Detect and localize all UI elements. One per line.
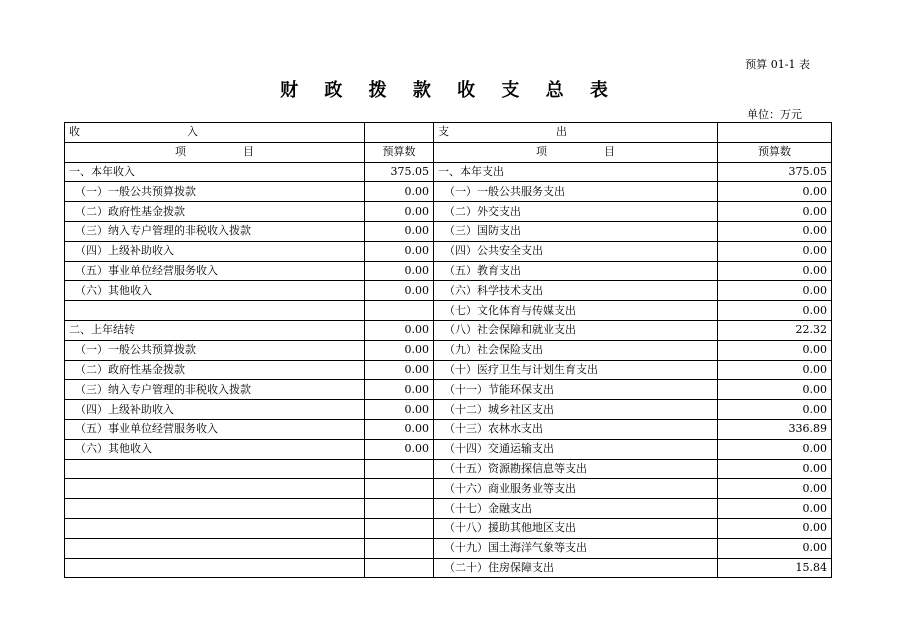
expense-item-value: 0.00 — [718, 281, 832, 301]
expense-item-name: （九）社会保险支出 — [434, 340, 718, 360]
expense-item-name: （十七）金融支出 — [434, 499, 718, 519]
income-item-value — [365, 459, 434, 479]
page-title: 财 政 拨 款 收 支 总 表 — [280, 80, 618, 101]
expense-item-value: 0.00 — [718, 459, 832, 479]
expense-item-value: 375.05 — [718, 162, 832, 182]
table-row — [65, 301, 832, 321]
expense-item-name: （二十）住房保障支出 — [434, 558, 718, 578]
item-header-char2: 目 — [243, 145, 254, 159]
expense-item-value: 0.00 — [718, 538, 832, 558]
section-header-row — [65, 123, 832, 143]
form-code: 预算 01-1 表 — [745, 58, 810, 71]
income-item-name: （一）一般公共预算拨款 — [65, 182, 365, 202]
expense-item-value: 0.00 — [718, 301, 832, 321]
expense-header-char2: 出 — [556, 125, 567, 139]
income-header-char2: 入 — [187, 125, 198, 139]
expense-item-name: （十四）交通运输支出 — [434, 439, 718, 459]
expense-item-name: （八）社会保障和就业支出 — [434, 320, 718, 340]
item-header-char1: 项 — [175, 145, 186, 159]
expense-item-name: （七）文化体育与传媒支出 — [434, 301, 718, 321]
expense-item-value: 0.00 — [718, 479, 832, 499]
table-row — [65, 479, 832, 499]
column-header-row — [65, 142, 832, 162]
expense-item-value: 0.00 — [718, 261, 832, 281]
expense-item-name: （十二）城乡社区支出 — [434, 400, 718, 420]
income-item-name: （一）一般公共预算拨款 — [65, 340, 365, 360]
income-item-value — [365, 518, 434, 538]
income-item-name — [65, 538, 365, 558]
table-row — [65, 518, 832, 538]
income-item-value — [365, 499, 434, 519]
income-header-blank — [365, 123, 434, 143]
expense-budget-header: 预算数 — [718, 142, 832, 162]
income-item-name: （四）上级补助收入 — [65, 241, 365, 261]
expense-item-value: 0.00 — [718, 182, 832, 202]
income-item-value: 0.00 — [365, 419, 434, 439]
expense-header — [434, 123, 718, 143]
table-row — [65, 360, 832, 380]
income-item-name: 一、本年收入 — [65, 162, 365, 182]
table-row — [65, 162, 832, 182]
table-row — [65, 459, 832, 479]
income-budget-header: 预算数 — [365, 142, 434, 162]
income-item-name: （二）政府性基金拨款 — [65, 360, 365, 380]
income-item-value: 0.00 — [365, 400, 434, 420]
expense-item-value: 15.84 — [718, 558, 832, 578]
table-row — [65, 558, 832, 578]
expense-item-name: （十九）国土海洋气象等支出 — [434, 538, 718, 558]
income-item-name: 二、上年结转 — [65, 320, 365, 340]
expense-item-value: 0.00 — [718, 380, 832, 400]
table-row — [65, 340, 832, 360]
income-item-value — [365, 301, 434, 321]
income-item-value: 0.00 — [365, 360, 434, 380]
table-row — [65, 281, 832, 301]
expense-item-name: （十八）援助其他地区支出 — [434, 518, 718, 538]
expense-header-char1: 支 — [438, 125, 449, 139]
income-item-name: （四）上级补助收入 — [65, 400, 365, 420]
expense-item-value: 0.00 — [718, 360, 832, 380]
table-row — [65, 202, 832, 222]
expense-item-value: 0.00 — [718, 400, 832, 420]
income-item-value — [365, 538, 434, 558]
expense-item-name: （十六）商业服务业等支出 — [434, 479, 718, 499]
table-row — [65, 261, 832, 281]
income-item-value: 0.00 — [365, 439, 434, 459]
income-item-value: 0.00 — [365, 202, 434, 222]
income-item-name: （二）政府性基金拨款 — [65, 202, 365, 222]
income-item-value: 0.00 — [365, 281, 434, 301]
item-header-char1: 项 — [536, 145, 547, 159]
expense-header-blank — [718, 123, 832, 143]
income-item-value: 375.05 — [365, 162, 434, 182]
expense-item-name: （十五）资源勘探信息等支出 — [434, 459, 718, 479]
income-item-value — [365, 558, 434, 578]
expense-item-name: （一）一般公共服务支出 — [434, 182, 718, 202]
expense-item-value: 336.89 — [718, 419, 832, 439]
expense-item-name: 一、本年支出 — [434, 162, 718, 182]
income-item-value — [365, 479, 434, 499]
table-row — [65, 400, 832, 420]
income-item-name: （五）事业单位经营服务收入 — [65, 261, 365, 281]
expense-item-name: （十一）节能环保支出 — [434, 380, 718, 400]
income-item-value: 0.00 — [365, 320, 434, 340]
table-row — [65, 380, 832, 400]
expense-item-value: 0.00 — [718, 439, 832, 459]
income-item-name — [65, 459, 365, 479]
expense-item-name: （二）外交支出 — [434, 202, 718, 222]
income-header-char1: 收 — [69, 125, 80, 139]
expense-item-value: 0.00 — [718, 241, 832, 261]
expense-item-value: 22.32 — [718, 320, 832, 340]
income-item-name: （五）事业单位经营服务收入 — [65, 419, 365, 439]
expense-item-name: （六）科学技术支出 — [434, 281, 718, 301]
income-item-name — [65, 301, 365, 321]
budget-table — [64, 122, 832, 578]
expense-item-header — [434, 142, 718, 162]
income-item-name: （三）纳入专户管理的非税收入拨款 — [65, 380, 365, 400]
item-header-char2: 目 — [604, 145, 615, 159]
income-item-value: 0.00 — [365, 380, 434, 400]
income-item-name — [65, 558, 365, 578]
unit-label: 单位：万元 — [747, 108, 802, 121]
table-row — [65, 320, 832, 340]
table-row — [65, 538, 832, 558]
income-item-name — [65, 518, 365, 538]
expense-item-value: 0.00 — [718, 518, 832, 538]
income-item-value: 0.00 — [365, 261, 434, 281]
income-item-header — [65, 142, 365, 162]
income-item-name — [65, 479, 365, 499]
income-item-value: 0.00 — [365, 221, 434, 241]
expense-item-value: 0.00 — [718, 221, 832, 241]
income-item-name: （三）纳入专户管理的非税收入拨款 — [65, 221, 365, 241]
income-item-name — [65, 499, 365, 519]
income-item-name: （六）其他收入 — [65, 439, 365, 459]
income-item-value: 0.00 — [365, 241, 434, 261]
table-row — [65, 499, 832, 519]
table-row — [65, 182, 832, 202]
table-row — [65, 221, 832, 241]
expense-item-value: 0.00 — [718, 499, 832, 519]
expense-item-name: （三）国防支出 — [434, 221, 718, 241]
expense-item-value: 0.00 — [718, 202, 832, 222]
income-item-value: 0.00 — [365, 182, 434, 202]
income-header — [65, 123, 365, 143]
expense-item-name: （十）医疗卫生与计划生育支出 — [434, 360, 718, 380]
expense-item-name: （五）教育支出 — [434, 261, 718, 281]
table-row — [65, 241, 832, 261]
income-item-name: （六）其他收入 — [65, 281, 365, 301]
expense-item-name: （十三）农林水支出 — [434, 419, 718, 439]
income-item-value: 0.00 — [365, 340, 434, 360]
table-row — [65, 419, 832, 439]
expense-item-name: （四）公共安全支出 — [434, 241, 718, 261]
expense-item-value: 0.00 — [718, 340, 832, 360]
table-row — [65, 439, 832, 459]
